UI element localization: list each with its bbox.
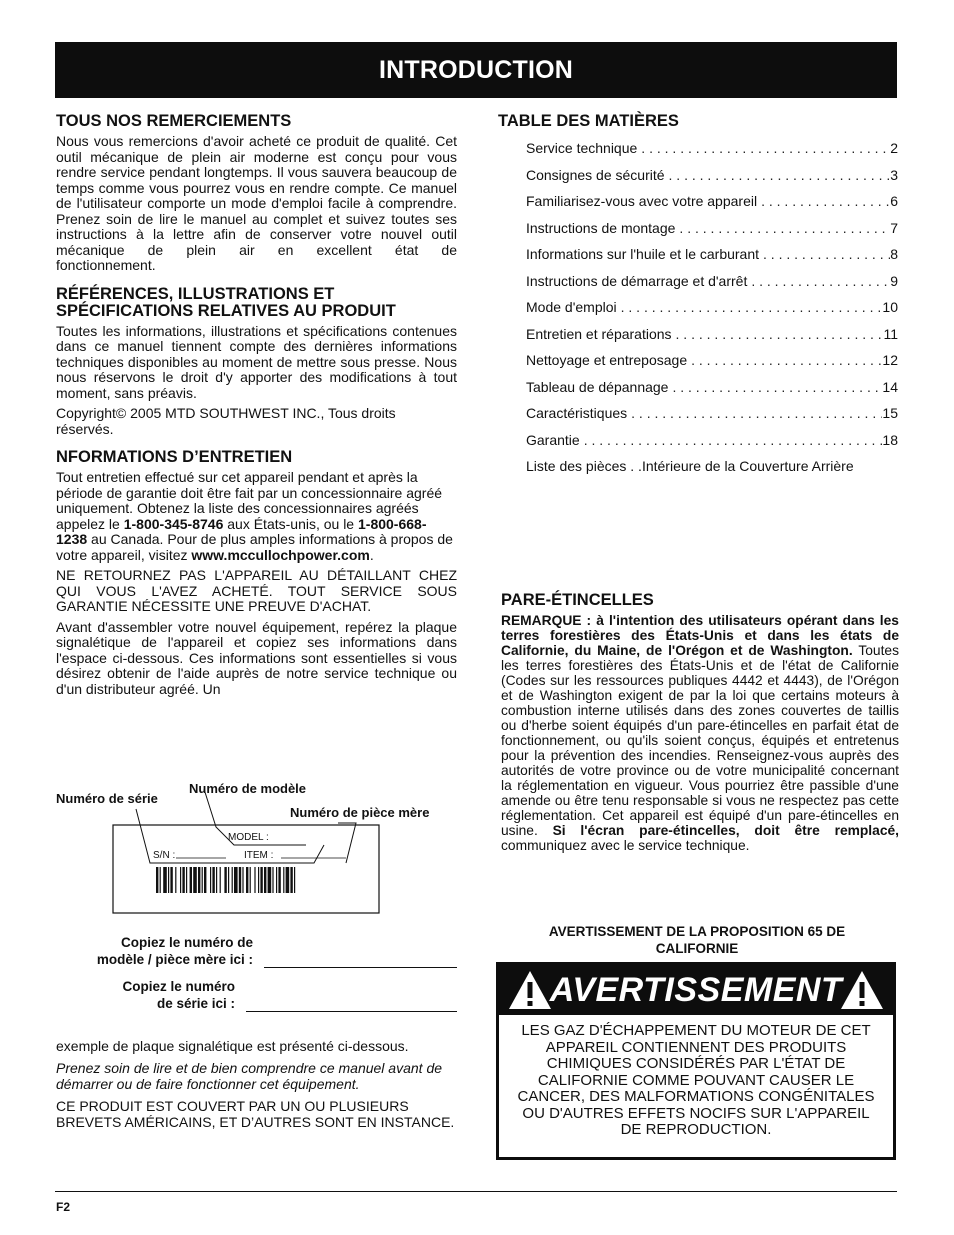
footer-rule [55,1191,897,1192]
barcode-bar [286,867,290,893]
barcode-bar [202,867,203,893]
toc-item-page: 14 [882,378,898,395]
toc-item[interactable] [526,246,898,273]
barcode-bar [220,867,221,893]
toc-list [498,140,898,474]
copy-serial-line-1: Copiez le numéro [122,979,235,994]
spark-replace-note: Si l'écran pare-étincelles, doit être remplacé, [552,823,899,838]
barcode-bar [170,867,172,893]
prop65-caption-line-1: AVERTISSEMENT DE LA PROPOSITION 65 DE [548,924,846,939]
barcode-bar [156,867,158,893]
toc-leader-dots [763,246,890,262]
patent-note: CE PRODUIT EST COUVERT PAR UN OU PLUSIEURS BREVETS AMÉRICAINS, ET D’AUTRES SONT EN INSTANCE. [56,1097,455,1130]
barcode-bar [212,867,214,893]
label-model-number: Numéro de modèle [189,781,307,796]
toc-leader-dots [669,167,891,183]
references-heading-1: RÉFÉRENCES, ILLUSTRATIONS ET [56,284,335,303]
barcode-bar [193,867,197,893]
phone-us: 1-800-345-8746 [123,515,224,532]
copy-serial-label [56,978,235,1012]
barcode-bar [186,867,187,893]
field-item: ITEM : [244,850,274,861]
barcode-bar [210,867,211,893]
service-paragraph-1 [56,470,457,563]
copyright-text: Copyright© 2005 MTD SOUTHWEST INC., Tous droits réservés. [56,405,396,437]
warning-text: LES GAZ D'ÉCHAPPEMENT DU MOTEUR DE CET APPAREIL CONTIENNENT DES PRODUITS CHIMIQUES CONSIDÉRÉS PAR L'ÉTAT DE CALIFORNIE COMME POUVANT CAUSER LE CANCER, DES MALFORMATIONS CONGÉNITALES OU D'AUTRES EFFETS NOCIFS SUR L'APPAREIL DE REPRODUCTION. [517,1022,875,1138]
warning-triangle-icon [839,969,885,1011]
warning-triangle-icon [507,969,553,1011]
barcode-bar [254,867,255,893]
barcode-bar [246,867,248,893]
service-text-a: Tout entretien effectué sur cet appareil pendant et après la période de garantie doit être fait par un concessionnaire agréé uniquement. Obtenez la liste des concessionnaires agréés appelez le [56,469,443,532]
toc-leader-dots [751,273,890,289]
toc-item-title: Instructions de montage [526,219,676,236]
barcode-bar [260,867,262,893]
barcode-bar [272,867,273,893]
barcode-bar [250,867,251,893]
toc-item[interactable] [526,167,898,194]
barcode-bar [224,867,226,893]
service-text-b: aux États-unis, ou le [223,515,358,532]
barcode-bar [228,867,229,893]
toc-item-page: 12 [882,352,898,368]
barcode-bar [242,867,243,893]
toc-item-page: 2 [890,140,898,156]
service-paragraph-2: NE RETOURNEZ PAS L'APPAREIL AU DÉTAILLANT CHEZ QUI VOUS L'AVEZ ACHETÉ. TOUT SERVICE SOUS GARANTIE NÉCESSITE UNE PREUVE D'ACHAT. [56,567,457,614]
toc-leader-dots [761,193,890,209]
thanks-body-end: fonctionnement. [56,257,156,273]
barcode-bar [239,867,241,893]
prop65-warning-box [496,962,896,1160]
toc-item-title: Caractéristiques [526,405,628,421]
toc-item-page: 9 [890,272,898,289]
barcode-bar [290,867,292,893]
thanks-body: Nous vous remercions d'avoir acheté ce produit de qualité. Cet outil mécanique de plein air moderne est conçu pour vous rendre service pendant longtemps. Il vous sauvera beaucoup de temps comme vous pourrez vous en rendre compte. Ce manuel de l'utilisateur comporte un mode d'emploi facile à comprendre. Prenez soin de lire le manuel au complet et suivez toutes ses instructions à la lettre afin de conserver votre nouvel outil mécanique de plein air en excellent état de [56,133,457,258]
toc-item-title: Nettoyage et entreposage [526,352,688,368]
warning-header [499,965,893,1015]
thanks-heading: TOUS NOS REMERCIEMENTS [56,112,292,130]
field-sn: S/N : [153,850,176,861]
toc-item[interactable] [526,405,898,432]
toc-item-parts-list[interactable]: Liste des pièces . .Intérieure de la Couverture Arrière [526,458,854,474]
page-number: F2 [56,1200,71,1214]
spark-arrester-section [501,592,899,853]
service-heading: NFORMATIONS D’ENTRETIEN [56,448,293,466]
service-text-d: . [369,546,374,563]
spark-text: Toutes les terres forestières des États-Unis et de l'état de Californie (Codes sur les ressources publiques 4442 et 4443), de l'Orégon et de Washington exigent de par la loi que certains moteurs à combustion interne utilisés dans des zones couvertes de taillis ou d'herbe soient équipés d'un pare-étincelles en parfait état de fonctionnement, ou qu'ils soient conçus, équipés et entretenus pour la prévention des incendies. Renseignez-vous auprès des autorités de votre province ou de votre municipalité concernant la réglementation en vigueur. Vous pourriez être passible d'une amende ou être tenu responsable si vous ne respectez pas cette réglementation. Cet appareil est équipé d'un pare-étincelles en usine. [501,643,900,838]
toc-item-title: Consignes de sécurité [526,166,665,183]
barcode-bar [268,867,272,893]
barcode-bar [276,867,277,893]
toc-leader-dots [672,379,882,395]
copy-serial-line-2: de série ici : [156,996,235,1011]
toc-item[interactable] [526,273,898,300]
toc-leader-dots [631,405,882,421]
barcode-bar [198,867,200,893]
website-link[interactable]: www.mccullochpower.com [191,546,370,563]
nameplate-diagram [56,775,460,935]
barcode-bar [258,867,259,893]
barcode-bar [180,867,181,893]
toc-item-page: 8 [890,246,898,262]
toc-item-page: 10 [882,299,898,315]
barcode-bar [294,867,295,893]
phone-canada: 1-800-668-1238 [56,515,427,547]
copy-model-label [56,934,253,968]
spark-remark: REMARQUE : à l'intention des utilisateurs opérant dans les terres forestières des États-Unis et dans les états de Californie, du Maine, de l'Orégon et de Washington. [501,613,899,658]
barcode-bar [204,867,206,893]
toc-item-title: Familiarisez-vous avec votre appareil [526,193,758,209]
toc-item-title: Garantie [526,431,580,448]
barcode-bar [168,867,169,893]
toc-item-title: Informations sur l'huile et le carburant [526,246,760,262]
toc-item-page: 3 [890,166,898,183]
toc-item[interactable] [526,379,898,406]
toc-leader-dots [641,140,890,156]
toc-leader-dots [691,352,882,368]
toc-item[interactable] [526,352,898,379]
toc-leader-dots [676,326,884,342]
barcode-bar [190,867,192,893]
label-part-number: Numéro de pièce mère [290,805,430,820]
toc-item-page: 11 [883,325,898,342]
toc-item[interactable] [526,326,898,353]
toc-item-title: Service technique [526,140,638,156]
toc-item-page: 18 [882,431,898,448]
service-section [56,449,457,697]
bottom-left-text [56,1038,460,1136]
toc-item-page: 6 [890,193,898,209]
barcode-bar [283,867,284,893]
right-column [498,113,898,474]
serial-entry-line[interactable] [246,1011,457,1012]
part-leader-line [338,823,356,863]
barcode-bar [264,867,266,893]
toc-item[interactable] [526,193,898,220]
copy-model-line-2: modèle / pièce mère ici : [96,952,253,967]
barcode-bar [234,867,238,893]
model-entry-line[interactable] [264,967,457,968]
field-model: MODEL : [228,832,269,843]
thanks-section [56,113,457,274]
references-heading-2: SPÉCIFICATIONS RELATIVES AU PRODUIT [56,301,396,320]
toc-item-title: Tableau de dépannage [526,378,669,395]
prop65-caption [498,923,896,957]
copy-model-line-1: Copiez le numéro de [120,935,253,950]
toc-leader-dots [679,220,890,236]
warning-title: AVERTISSEMENT [549,970,843,1009]
toc-item-title: Instructions de démarrage et d'arrêt [526,272,748,289]
toc-item[interactable] [526,299,898,326]
references-body: Toutes les informations, illustrations et spécifications contenues dans ce manuel tiennent compte des dernières informations techniques disponibles au moment de mettre sous presse. Nous nous réservons le droit d'y apporter des modifications à tout moment, sans préavis. [56,322,457,401]
barcode-bar [163,867,167,893]
barcode-bar [182,867,184,893]
toc-item[interactable] [526,432,898,459]
barcode-bar [175,867,176,893]
toc-item-page: 15 [882,405,898,421]
toc-heading: TABLE DES MATIÈRES [498,112,679,130]
label-serial-number: Numéro de série [56,791,158,806]
toc-leader-dots [584,432,883,448]
barcode-bar [232,867,233,893]
spark-tail: communiquez avec le service technique. [501,838,750,853]
section-banner [55,42,897,98]
read-manual-note: Prenez soin de lire et de bien comprendre ce manuel avant de démarrer ou de faire fonctionner cet équipement. [56,1059,443,1092]
toc-item-title: Entretien et réparations [526,325,672,342]
spark-body [501,613,899,853]
banner-title: INTRODUCTION [378,55,574,84]
toc-item-page: 7 [890,219,898,236]
toc-item[interactable] [526,220,898,247]
left-column [56,113,457,709]
barcode-bar [278,867,280,893]
spark-heading: PARE-ÉTINCELLES [501,591,654,609]
barcode-bar [216,867,217,893]
barcode-bar [160,867,161,893]
service-paragraph-3: Avant d'assembler votre nouvel équipement, repérez la plaque signalétique de l'appareil et copiez ses informations dans l'espace ci-dessous. Ces informations sont essentielles si vous désirez obtenir de l'aide auprès de notre service technique ou d'un distributeur agréé. Un [56,618,457,697]
prop65-caption-line-2: CALIFORNIE [655,941,739,956]
references-section [56,286,457,438]
toc-item-title: Mode d'emploi [526,299,617,315]
toc-leader-dots [621,299,883,315]
service-text-c: au Canada. Pour de plus amples informations à propos de votre appareil, visitez [56,531,453,563]
barcode [156,867,295,893]
toc-item[interactable] [526,140,898,167]
plate-example-note: exemple de plaque signalétique est présenté ci-dessous. [56,1038,409,1054]
